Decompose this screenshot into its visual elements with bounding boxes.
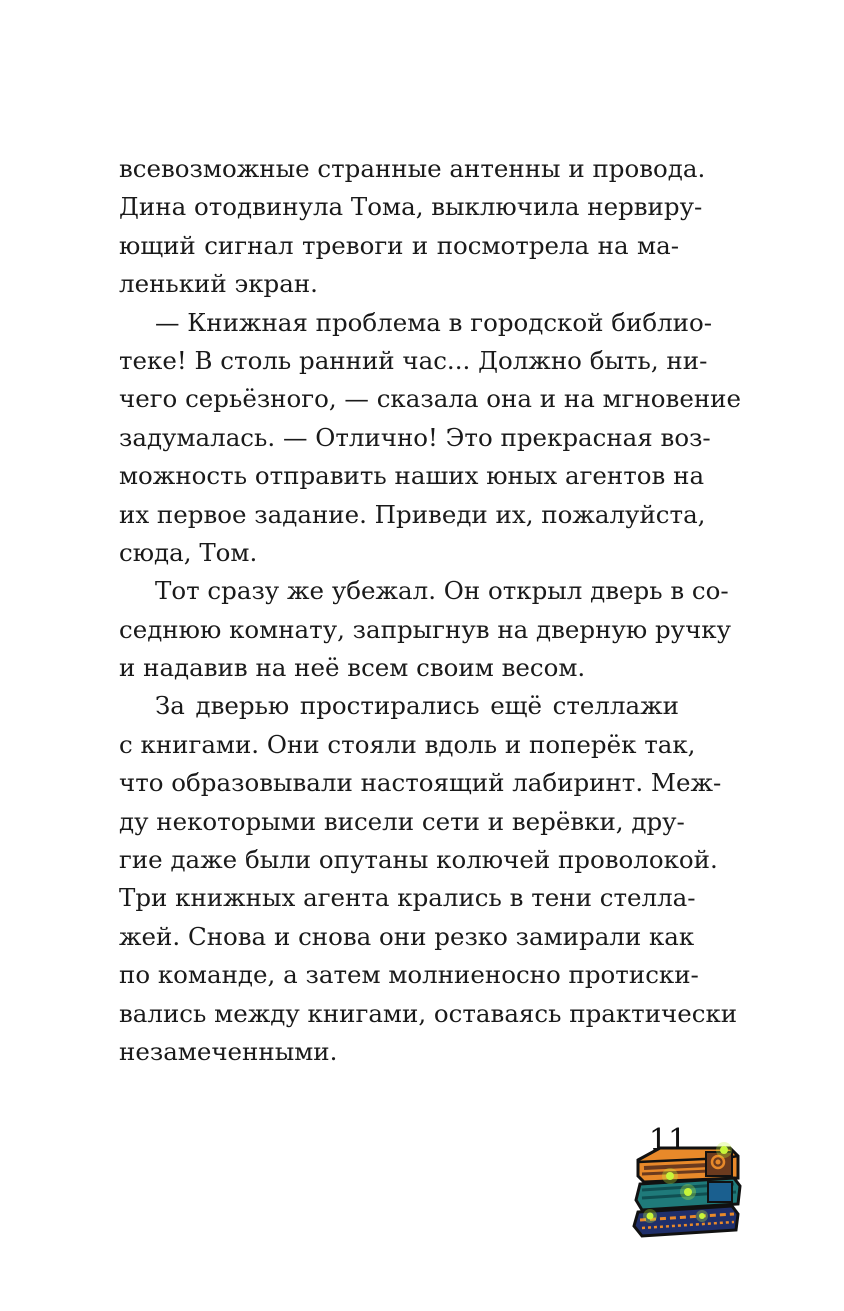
text-line: чего серьёзного, — сказала она и на мгновение xyxy=(119,384,742,414)
text-line: ду некоторыми висели сети и верёвки, дру- xyxy=(119,806,685,836)
text-line: по команде, а затем молниеносно протиски- xyxy=(119,960,699,990)
text-line: седнюю комнату, запрыгнув на дверную ручку xyxy=(119,614,731,644)
text-line: вались между книгами, оставаясь практически xyxy=(119,998,738,1028)
text-line: их первое задание. Приведи их, пожалуйста, xyxy=(119,499,706,529)
text-line: ленький экран. xyxy=(119,269,318,299)
text-line: Три книжных агента крались в тени стелла- xyxy=(119,883,696,913)
text-line: гие даже были опутаны колючей проволокой. xyxy=(119,845,718,875)
paragraph xyxy=(119,572,731,687)
page-folio xyxy=(630,1118,744,1238)
text-line: Дина отодвинула Тома, выключила нервиру- xyxy=(119,192,703,222)
paragraph xyxy=(119,150,706,304)
text-line: сюда, Том. xyxy=(119,537,258,567)
text-line: жей. Снова и снова они резко замирали как xyxy=(119,921,695,951)
text-line: задумалась. — Отлично! Это прекрасная воз- xyxy=(119,422,711,452)
text-line: можность отправить наших юных агентов на xyxy=(119,461,705,491)
text-line: всевозможные странные антенны и провода. xyxy=(119,154,706,183)
page-number: 11 xyxy=(648,1123,688,1158)
text-line: теке! В столь ранний час... Должно быть, ни- xyxy=(119,345,708,375)
text-line: — Книжная проблема в городской библио- xyxy=(155,307,712,337)
paragraph xyxy=(119,304,742,573)
text-line: что образовывали настоящий лабиринт. Меж- xyxy=(119,768,722,798)
text-line: Тот сразу же убежал. Он открыл дверь в со- xyxy=(155,576,729,606)
paragraph xyxy=(119,687,738,1071)
body-text xyxy=(119,150,742,1071)
text-line: ющий сигнал тревоги и посмотрела на ма- xyxy=(119,230,679,260)
text-line: незамеченными. xyxy=(119,1036,338,1066)
text-line: За дверью простирались ещё стеллажи xyxy=(155,691,679,721)
text-line: и надавив на неё всем своим весом. xyxy=(119,653,586,683)
text-line: с книгами. Они стояли вдоль и поперёк так, xyxy=(119,729,696,759)
